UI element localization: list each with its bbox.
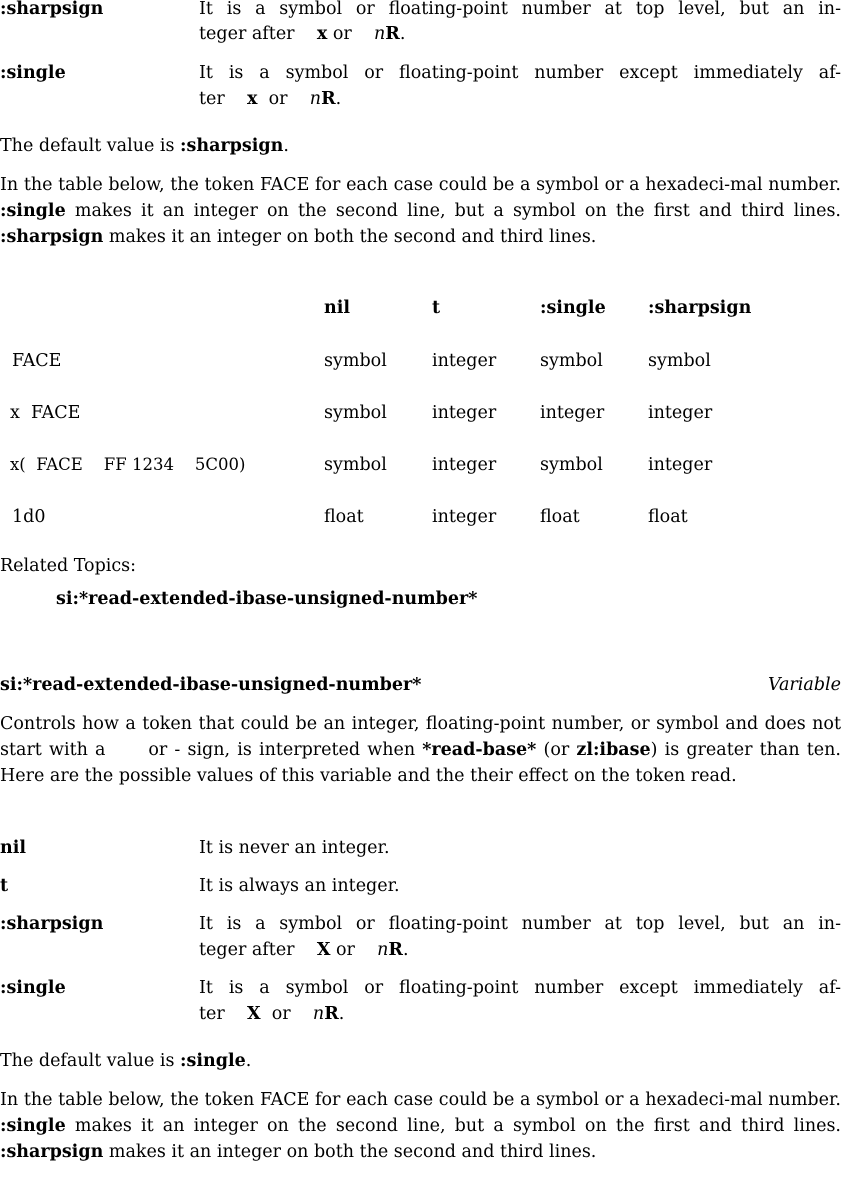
table-token: FACE — [12, 351, 62, 371]
related-topic-link[interactable]: si:*read-extended-ibase-unsigned-number* — [56, 589, 478, 609]
table-header: t — [432, 298, 441, 318]
def-desc-line2: teger after X or nR. — [199, 940, 409, 960]
table-intro-paragraph: In the table below, the token FACE for each case could be a symbol or a hexadeci-mal number. :single makes it an integer on the second line, but a symbol on the first and third lines. :sharpsign makes it an integer on both the second and third lines. — [0, 175, 841, 247]
table-cell: integer — [540, 403, 605, 423]
table-cell: symbol — [324, 455, 387, 475]
table-cell: float — [540, 507, 580, 527]
def-term-single: :single — [0, 63, 66, 83]
table-cell: float — [324, 507, 364, 527]
default-value-line: The default value is :sharpsign. — [0, 136, 289, 156]
def-term-sharpsign: :sharpsign — [0, 0, 104, 19]
table-cell: integer — [432, 351, 497, 371]
default-value-line: The default value is :single. — [0, 1051, 252, 1071]
table-cell: integer — [648, 455, 713, 475]
def-desc-line2: ter x or nR. — [199, 89, 342, 109]
def-desc-line2: ter X or nR. — [199, 1004, 345, 1024]
table-token: x FACE — [10, 403, 81, 423]
table-header: :sharpsign — [648, 298, 752, 318]
def-term-nil: nil — [0, 838, 27, 858]
def-desc: It is always an integer. — [199, 876, 400, 896]
entry-kind: Variable — [767, 675, 841, 695]
table-header: :single — [540, 298, 606, 318]
table-token: x( FACE FF 1234 5C00) — [10, 455, 246, 474]
def-desc-line1: It is a symbol or floating-point number at top level, but an in- — [199, 914, 841, 934]
table-header: nil — [324, 298, 351, 318]
def-desc-line2: teger after x or nR. — [199, 24, 406, 44]
table-cell: integer — [432, 507, 497, 527]
def-desc-line1: It is a symbol or floating-point number except immediately af- — [199, 978, 841, 998]
table-cell: symbol — [540, 455, 603, 475]
table-token: 1d0 — [12, 507, 46, 527]
related-topics-label: Related Topics: — [0, 556, 137, 576]
table-cell: integer — [432, 403, 497, 423]
table-cell: symbol — [324, 351, 387, 371]
def-desc-line1: It is a symbol or floating-point number except immediately af- — [199, 63, 841, 83]
def-desc: It is never an integer. — [199, 838, 390, 858]
def-term-single: :single — [0, 978, 66, 998]
table-cell: symbol — [324, 403, 387, 423]
table-cell: symbol — [540, 351, 603, 371]
table-cell: float — [648, 507, 688, 527]
table-intro-paragraph: In the table below, the token FACE for each case could be a symbol or a hexadeci-mal number. :single makes it an integer on the second line, but a symbol on the first and third lines. :sharpsign makes it an integer on both the second and third lines. — [0, 1090, 841, 1162]
table-cell: integer — [648, 403, 713, 423]
def-desc-line1: It is a symbol or floating-point number at top level, but an in- — [199, 0, 841, 19]
entry-title: si:*read-extended-ibase-unsigned-number* — [0, 675, 422, 695]
def-term-t: t — [0, 876, 9, 896]
def-term-sharpsign: :sharpsign — [0, 914, 104, 934]
table-cell: symbol — [648, 351, 711, 371]
table-cell: integer — [432, 455, 497, 475]
entry-intro-paragraph: Controls how a token that could be an integer, floating-point number, or symbol and does not start with a or - sign, is interpreted when *read-base* (or zl:ibase) is greater than ten. Here are the possible values of this variable and the their effect on the token read. — [0, 714, 841, 786]
